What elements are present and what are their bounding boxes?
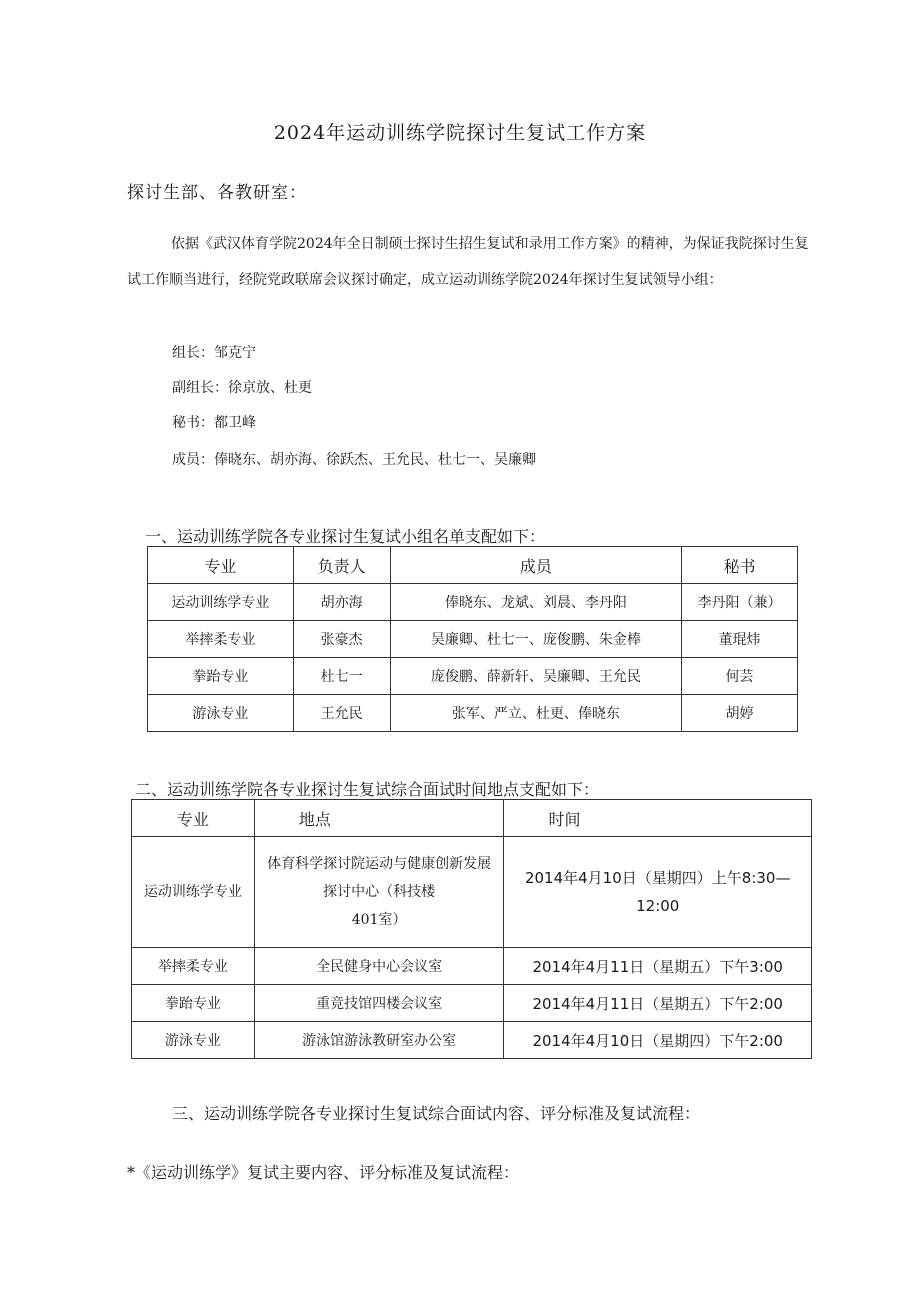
secretary-line: 秘书：都卫峰 <box>172 415 256 431</box>
cell-time: 2014年4月11日（星期五）下午2:00 <box>504 985 812 1022</box>
cell-members: 张军、严立、杜更、俸晓东 <box>390 695 682 732</box>
cell-leader: 胡亦海 <box>293 584 390 621</box>
header-major: 专业 <box>132 800 255 837</box>
cell-place: 全民健身中心会议室 <box>254 948 504 985</box>
place-line: 体育科学探讨院运动与健康创新发展 <box>267 856 492 872</box>
place-line: 探讨中心（科技楼 <box>323 884 436 900</box>
interview-schedule-table <box>131 799 812 1059</box>
cell-leader: 杜七一 <box>293 658 390 695</box>
table-row <box>148 621 798 658</box>
table-row <box>148 584 798 621</box>
cell-leader: 王允民 <box>293 695 390 732</box>
table-row <box>132 1022 812 1059</box>
cell-major: 游泳专业 <box>148 695 294 732</box>
cell-major: 举摔柔专业 <box>132 948 255 985</box>
cell-secretary: 何芸 <box>682 658 798 695</box>
cell-leader: 张豪杰 <box>293 621 390 658</box>
cell-major: 运动训练学专业 <box>132 837 255 948</box>
section3-heading: 三、运动训练学院各专业探讨生复试综合面试内容、评分标准及复试流程： <box>172 1104 701 1123</box>
cell-major: 举摔柔专业 <box>148 621 294 658</box>
table-header-row <box>132 800 812 837</box>
section1-heading: 一、运动训练学院各专业探讨生复试小组名单支配如下： <box>145 527 546 546</box>
table-row <box>148 658 798 695</box>
cell-time <box>504 837 812 948</box>
cell-members: 吴廉卿、杜七一、庞俊鹏、朱金棒 <box>390 621 682 658</box>
intro-paragraph: 依据《武汉体育学院2024年全日制硕士探讨生招生复试和录用工作方案》的精神，为保证我院探讨生复试工作顺当进行，经院党政联席会议探讨确定，成立运动训练学院2024年探讨生复试领导小组： <box>127 236 809 288</box>
section2-heading: 二、运动训练学院各专业探讨生复试综合面试时间地点支配如下： <box>135 780 600 799</box>
section3-subheading: *《运动训练学》复试主要内容、评分标准及复试流程： <box>127 1163 520 1182</box>
table-row <box>132 985 812 1022</box>
table-row <box>148 695 798 732</box>
cell-time: 2014年4月10日（星期四）下午2:00 <box>504 1022 812 1059</box>
cell-time: 2014年4月11日（星期五）下午3:00 <box>504 948 812 985</box>
deputy-leader-line: 副组长：徐京放、杜更 <box>172 380 312 396</box>
time-line: 12:00 <box>636 897 680 915</box>
table-row <box>132 837 812 948</box>
document-title: 2024年运动训练学院探讨生复试工作方案 <box>273 122 647 144</box>
time-line: 2014年4月10日（星期四）上午8:30— <box>524 869 791 887</box>
cell-members: 庞俊鹏、薛新轩、吴廉卿、王允民 <box>390 658 682 695</box>
header-major: 专业 <box>148 547 294 584</box>
place-line: 401室） <box>351 912 407 928</box>
header-time: 时间 <box>504 800 812 837</box>
salutation: 探讨生部、各教研室： <box>127 183 307 203</box>
header-secretary: 秘书 <box>682 547 798 584</box>
header-leader: 负责人 <box>293 547 390 584</box>
header-place: 地点 <box>254 800 504 837</box>
cell-major: 拳跆专业 <box>132 985 255 1022</box>
cell-major: 游泳专业 <box>132 1022 255 1059</box>
leader-line: 组长：邹克宁 <box>172 345 256 361</box>
cell-major: 拳跆专业 <box>148 658 294 695</box>
cell-secretary: 李丹阳（兼） <box>682 584 798 621</box>
table-header-row <box>148 547 798 584</box>
cell-members: 俸晓东、龙斌、刘晨、李丹阳 <box>390 584 682 621</box>
group-roster-table <box>147 546 798 732</box>
members-line: 成员：俸晓东、胡亦海、徐跃杰、王允民、杜七一、吴廉卿 <box>172 452 536 468</box>
table-row <box>132 948 812 985</box>
cell-place: 游泳馆游泳教研室办公室 <box>254 1022 504 1059</box>
cell-major: 运动训练学专业 <box>148 584 294 621</box>
header-members: 成员 <box>390 547 682 584</box>
cell-secretary: 胡婷 <box>682 695 798 732</box>
cell-place <box>254 837 504 948</box>
cell-secretary: 董琨炜 <box>682 621 798 658</box>
cell-place: 重竞技馆四楼会议室 <box>254 985 504 1022</box>
